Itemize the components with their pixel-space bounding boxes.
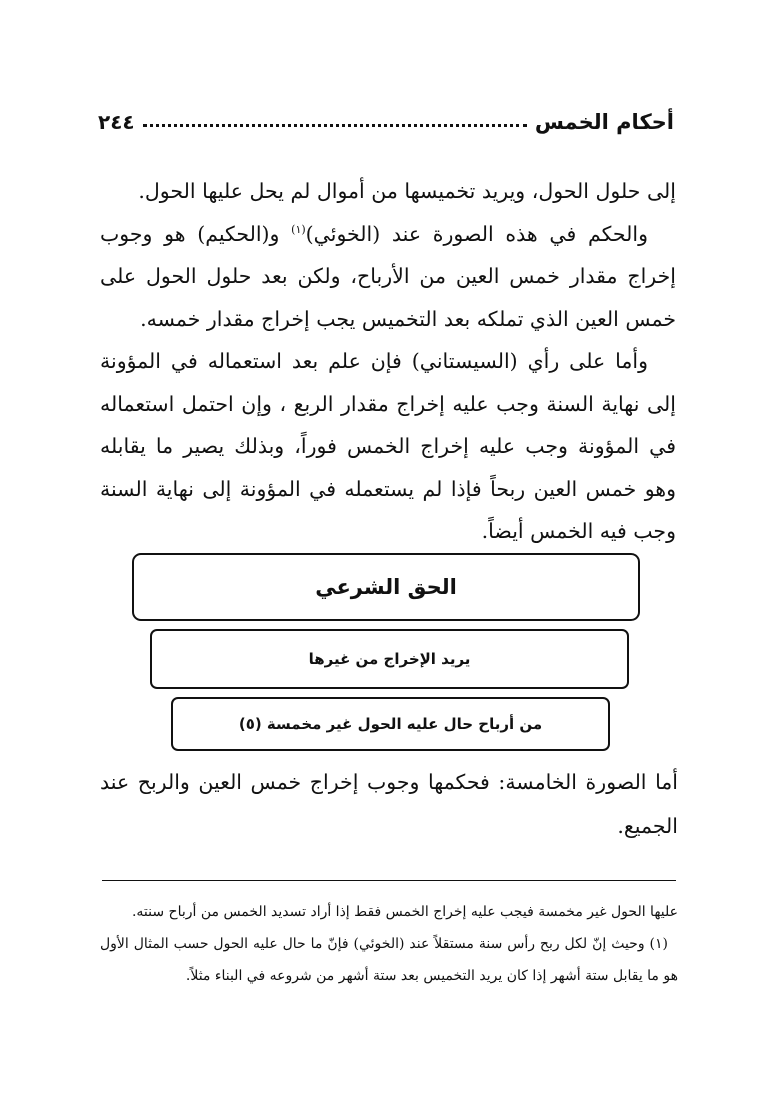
footnote-ref-1[interactable]: (١) bbox=[291, 222, 306, 236]
footnotes bbox=[100, 896, 678, 992]
diagram-box-untaxed-profits: من أرباح حال عليه الحول غير مخمسة (٥) bbox=[171, 697, 610, 751]
paragraph-2-start: والحكم في هذه الصورة عند (الخوئي) bbox=[305, 221, 648, 246]
conclusion-text bbox=[100, 760, 678, 848]
footnote-continued: عليها الحول غير مخمسة فيجب عليه إخراج الخمس فقط إذا أراد تسديد الخمس من أرباح سنته. bbox=[131, 904, 678, 920]
main-text bbox=[100, 170, 676, 553]
paragraph-3: وأما على رأي (السيستاني) فإن علم بعد استعماله في المؤونة إلى نهاية السنة وجب عليه إخراج مقدار الربع ، وإن احتمل استعماله في المؤونة وجب عليه إخراج الخمس فوراً، وبذلك يصير ما يقابله وهو خمس العين ربحاً فإذا لم يستعمله في المؤونة إلى نهاية السنة وجب فيه الخمس أيضاً. bbox=[100, 349, 676, 543]
footnote-divider bbox=[102, 880, 676, 881]
running-header bbox=[98, 100, 674, 134]
book-title: أحكام الخمس bbox=[534, 110, 674, 134]
diagram-box-pay-from-other: يريد الإخراج من غيرها bbox=[150, 629, 629, 689]
paragraph-2 bbox=[100, 213, 676, 341]
leader-dots bbox=[143, 124, 527, 127]
diagram-box-legal-right: الحق الشرعي bbox=[132, 553, 640, 621]
paragraph-fifth-case: أما الصورة الخامسة: فحكمها وجوب إخراج خمس العين والربح عند الجميع. bbox=[100, 770, 678, 838]
page-number: ٢٤٤ bbox=[98, 110, 135, 134]
footnote-1: (١) وحيث إنّ لكل ربح رأس سنة مستقلاً عند (الخوئي) فإنّ ما حال عليه الحول حسب المثال الأول هو ما يقابل ستة أشهر إذا كان يريد التخميس بعد ستة أشهر من شروعه في البناء مثلاً. bbox=[100, 936, 678, 984]
paragraph-1: إلى حلول الحول، ويريد تخميسها من أموال لم يحل عليها الحول. bbox=[138, 179, 676, 203]
paragraph-2-end: و(الحكيم) هو وجوب إخراج مقدار خمس العين من الأرباح، ولكن بعد حلول الحول على خمس العين الذي تملكه بعد التخميس يجب إخراج مقدار خمسه. bbox=[100, 221, 676, 331]
